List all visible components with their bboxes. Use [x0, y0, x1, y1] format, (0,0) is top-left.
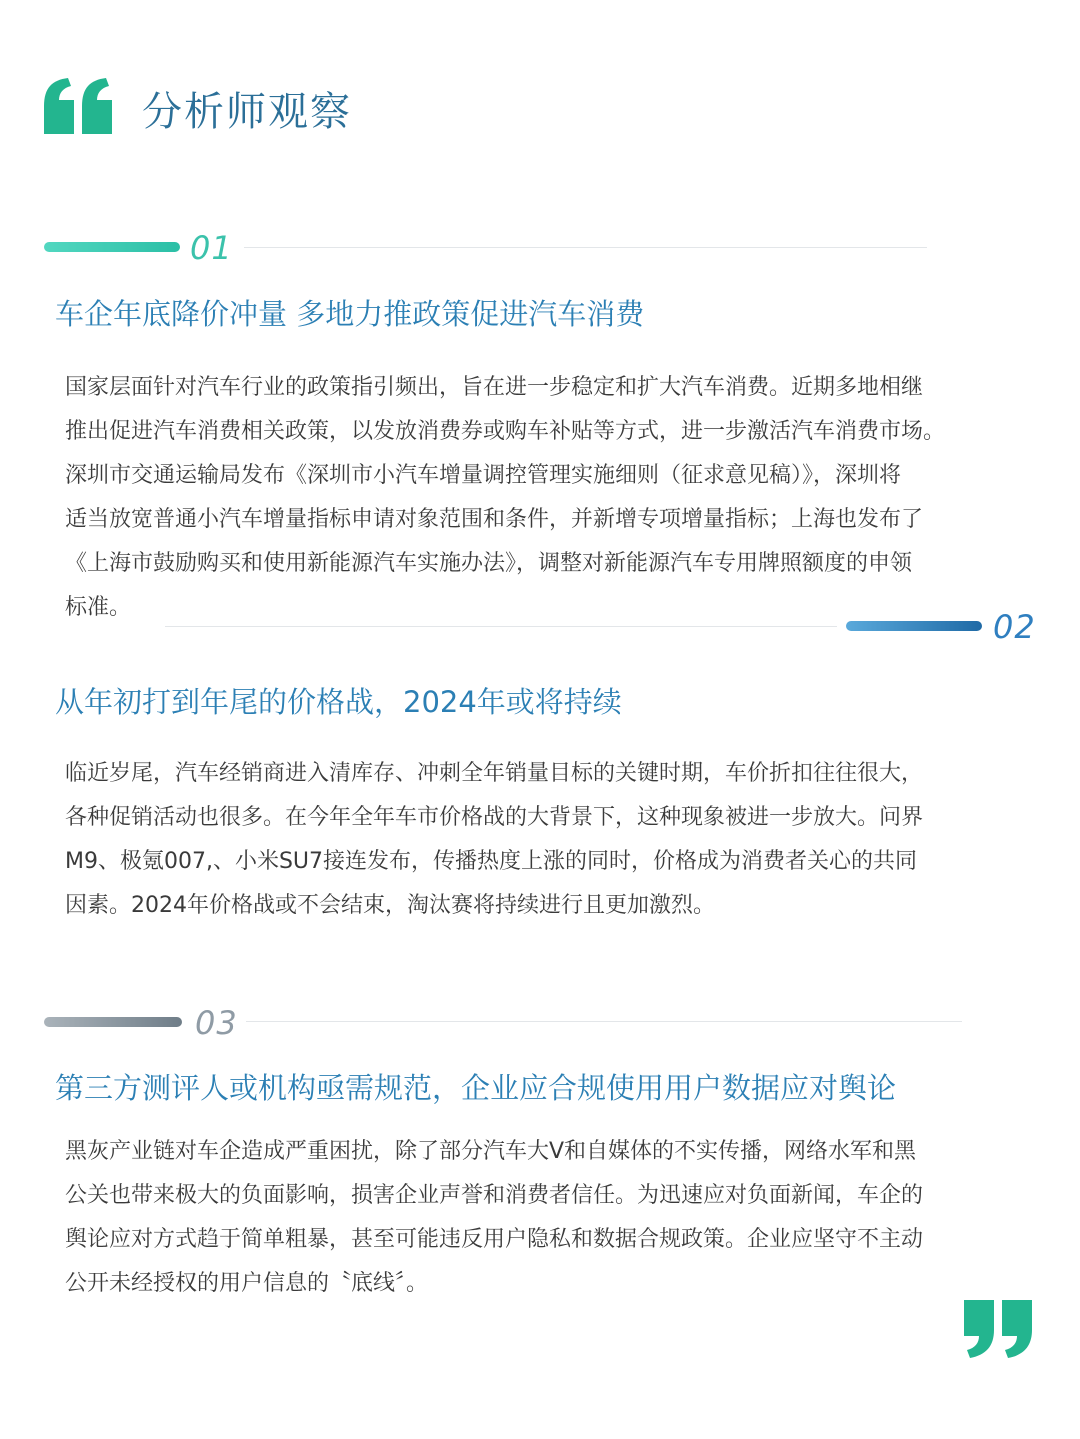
section-03-body: [65, 1130, 1055, 1306]
body-line: 推出促进汽车消费相关政策，以发放消费券或购车补贴等方式，进一步激活汽车消费市场。: [65, 419, 946, 444]
section-03-number: 03: [195, 1004, 238, 1042]
section-01-number: 01: [190, 229, 233, 267]
body-line: 公开未经授权的用户信息的〝底线〞。: [65, 1271, 429, 1296]
section-03-divider-line: [246, 1021, 962, 1022]
section-01-body: [65, 366, 1055, 630]
open-quote-icon: [44, 78, 114, 134]
body-line: 公关也带来极大的负面影响，损害企业声誉和消费者信任。为迅速应对负面新闻，车企的: [65, 1183, 924, 1208]
body-line: 《上海市鼓励购买和使用新能源汽车实施办法》，调整对新能源汽车专用牌照额度的申领: [65, 551, 913, 576]
section-03-title: 第三方测评人或机构亟需规范，企业应合规使用用户数据应对舆论: [55, 1071, 897, 1105]
body-line: 适当放宽普通小汽车增量指标申请对象范围和条件，并新增专项增量指标；上海也发布了: [65, 507, 924, 532]
body-line: 舆论应对方式趋于简单粗暴，甚至可能违反用户隐私和数据合规政策。企业应坚守不主动: [65, 1227, 924, 1252]
body-line: 因素。2024年价格战或不会结束，淘汰赛将持续进行且更加激烈。: [65, 893, 715, 918]
section-02-body: [65, 752, 1055, 928]
body-line: 黑灰产业链对车企造成严重困扰，除了部分汽车大V和自媒体的不实传播，网络水军和黑: [65, 1139, 917, 1164]
section-02-accent-bar: [846, 621, 982, 631]
body-line: 深圳市交通运输局发布《深圳市小汽车增量调控管理实施细则（征求意见稿）》，深圳将: [65, 463, 902, 488]
body-line: 临近岁尾，汽车经销商进入清库存、冲刺全年销量目标的关键时期，车价折扣往往很大，: [65, 761, 924, 786]
section-01-title: 车企年底降价冲量 多地力推政策促进汽车消费: [55, 297, 645, 331]
section-01-accent-bar: [44, 242, 180, 252]
close-quote-icon: [962, 1300, 1034, 1358]
section-02-number: 02: [993, 608, 1036, 646]
body-line: 国家层面针对汽车行业的政策指引频出，旨在进一步稳定和扩大汽车消费。近期多地相继: [65, 375, 924, 400]
section-02-title: 从年初打到年尾的价格战，2024年或将持续: [55, 685, 622, 719]
body-line: 标准。: [65, 595, 132, 620]
section-01-divider-line: [244, 247, 927, 248]
page-title: 分析师观察: [142, 89, 352, 135]
section-02-divider-line: [165, 626, 837, 627]
body-line: M9、极氪007,、小米SU7接连发布，传播热度上涨的同时，价格成为消费者关心的共同: [65, 849, 918, 874]
body-line: 各种促销活动也很多。在今年全年车市价格战的大背景下，这种现象被进一步放大。问界: [65, 805, 924, 830]
section-03-accent-bar: [44, 1017, 182, 1027]
